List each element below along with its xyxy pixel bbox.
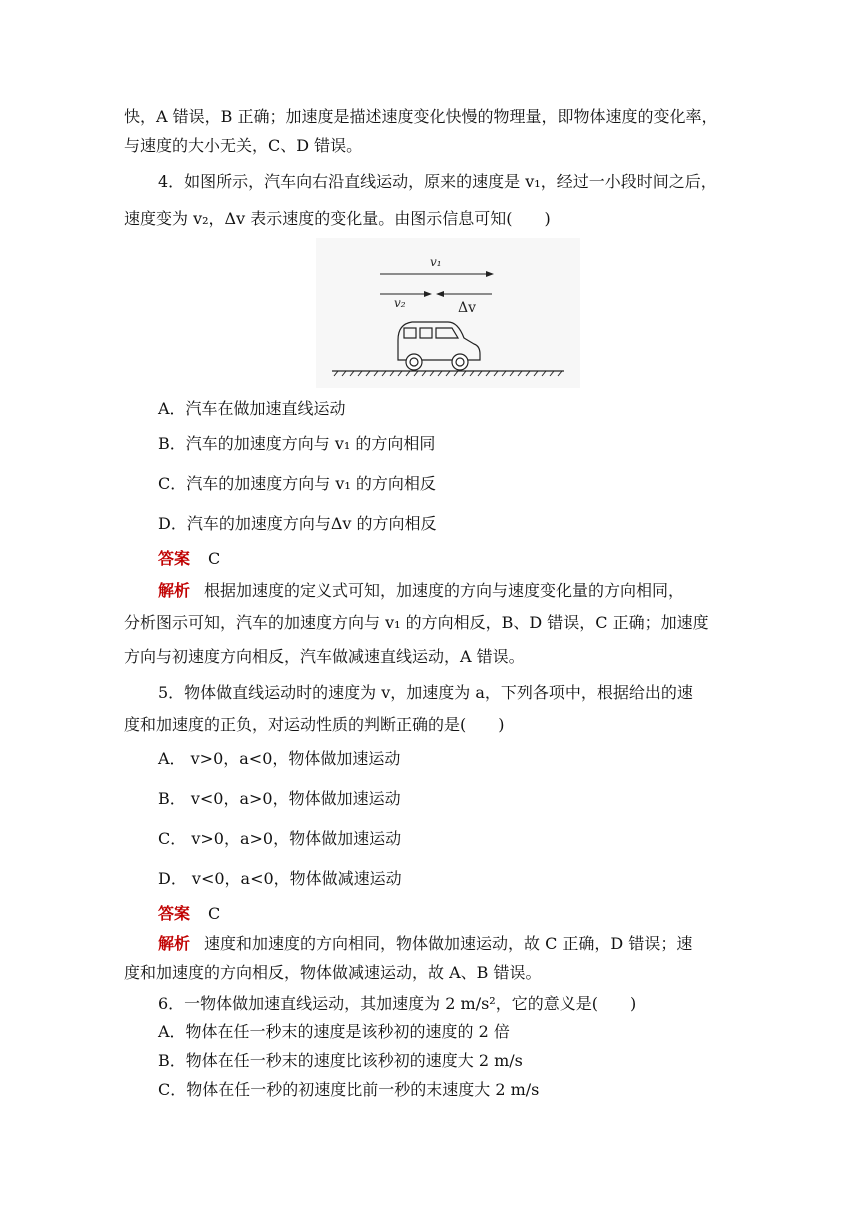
text-line: 分析图示可知，汽车的加速度方向与 v₁ 的方向相反，B、D 错误，C 正确；加速度 — [124, 613, 709, 632]
v2-label: v₂ — [394, 296, 406, 310]
explanation-label: 解析 — [158, 934, 191, 953]
delta-v-label: Δv — [458, 300, 477, 316]
answer-label: 答案 — [158, 549, 191, 568]
text-line: 与速度的大小无关，C、D 错误。 — [124, 136, 363, 155]
q6-option-b: B．物体在任一秒末的速度比该秒初的速度大 2 m/s — [158, 1051, 523, 1070]
figure-background — [316, 238, 580, 388]
car-velocity-figure — [316, 238, 580, 388]
question-4-stem: 4．如图所示，汽车向右沿直线运动，原来的速度是 v₁，经过一小段时间之后， — [158, 172, 717, 191]
q4-option-b: B．汽车的加速度方向与 v₁ 的方向相同 — [158, 434, 436, 453]
q4-option-d: D．汽车的加速度方向与Δv 的方向相反 — [158, 514, 437, 533]
v1-label: v₁ — [430, 255, 442, 269]
text-line: 快，A 错误，B 正确；加速度是描述速度变化快慢的物理量，即物体速度的变化率， — [124, 107, 718, 126]
q4-option-c: C．汽车的加速度方向与 v₁ 的方向相反 — [158, 474, 436, 493]
explanation-text: 根据加速度的定义式可知，加速度的方向与速度变化量的方向相同， — [204, 581, 685, 600]
answer-value: C — [208, 549, 221, 568]
q6-option-a: A．物体在任一秒末的速度是该秒初的速度的 2 倍 — [158, 1022, 510, 1041]
q5-answer — [158, 903, 220, 925]
q6-option-c: C．物体在任一秒的初速度比前一秒的末速度大 2 m/s — [158, 1080, 540, 1099]
q5-option-a: A． v>0，a<0，物体做加速运动 — [158, 749, 401, 768]
answer-value: C — [208, 904, 221, 923]
q5-explanation — [158, 933, 692, 955]
explanation-text: 速度和加速度的方向相同，物体做加速运动，故 C 正确，D 错误；速 — [204, 934, 693, 953]
text-line: 度和加速度的方向相反，物体做减速运动，故 A、B 错误。 — [124, 963, 542, 982]
text-line: 方向与初速度方向相反，汽车做减速直线运动，A 错误。 — [124, 647, 525, 666]
question-6-stem: 6．一物体做加速直线运动，其加速度为 2 m/s²，它的意义是( ) — [158, 994, 637, 1013]
q4-option-a: A．汽车在做加速直线运动 — [158, 399, 346, 418]
q4-explanation — [158, 580, 684, 602]
q4-answer — [158, 548, 220, 570]
answer-label: 答案 — [158, 904, 191, 923]
question-4-stem-cont: 速度变为 v₂，Δv 表示速度的变化量。由图示信息可知( ) — [124, 209, 551, 228]
explanation-label: 解析 — [158, 581, 191, 600]
question-5-stem: 5．物体做直线运动时的速度为 v，加速度为 a，下列各项中，根据给出的速 — [158, 683, 693, 702]
q5-option-b: B． v<0，a>0，物体做加速运动 — [158, 789, 401, 808]
q5-option-c: C． v>0，a>0，物体做加速运动 — [158, 829, 402, 848]
question-5-stem-cont: 度和加速度的正负，对运动性质的判断正确的是( ) — [124, 715, 505, 734]
q5-option-d: D． v<0，a<0，物体做减速运动 — [158, 869, 402, 888]
